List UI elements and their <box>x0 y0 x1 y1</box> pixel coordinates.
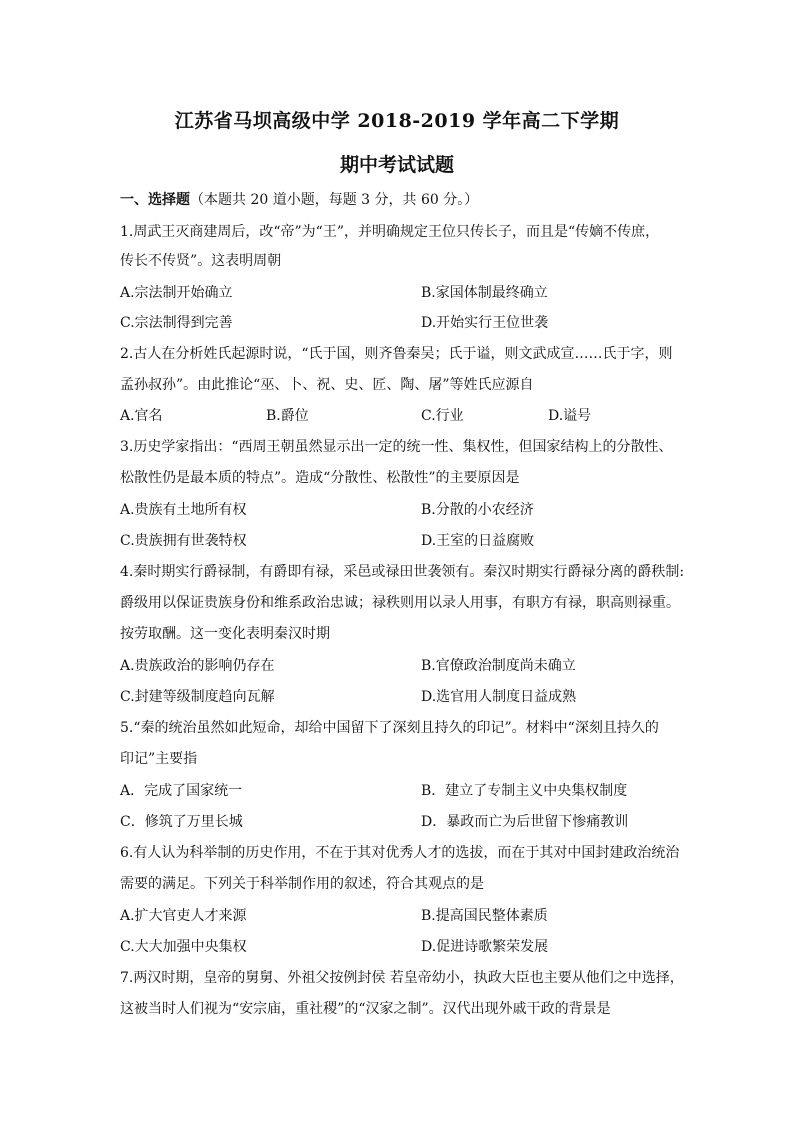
question-2-option-b: B.爵位 <box>266 408 309 424</box>
question-2-stem-line-2: 孟孙叔孙”。由此推论“巫、卜、祝、史、匠、陶、屠”等姓氏应源自 <box>120 377 534 393</box>
question-4-stem-line-2: 爵级用以保证贵族身份和维系政治忠诚；禄秩则用以录人用事，有职方有禄，职高则禄重。 <box>120 595 680 611</box>
question-3-stem-line-1: 3.历史学家指出：“西周王朝虽然显示出一定的统一性、集权性，但国家结构上的分散性、 <box>120 439 673 455</box>
question-2-option-c: C.行业 <box>421 408 464 424</box>
question-6-option-a: A.扩大官吏人才来源 <box>120 908 247 924</box>
section-note: （本题共 20 道小题，每题 3 分，共 60 分。） <box>190 192 479 208</box>
question-3-option-c: C.贵族拥有世袭特权 <box>120 533 247 549</box>
question-5-stem-line-1: 5.“秦的统治虽然如此短命，却给中国留下了深刻且持久的印记”。材料中“深刻且持久的 <box>120 720 659 736</box>
section-header <box>120 189 478 209</box>
question-3-option-d: D.王室的日益腐败 <box>421 533 535 549</box>
section-heading: 一、选择题 <box>120 192 190 208</box>
question-6-option-d: D.促进诗歌繁荣发展 <box>421 939 549 955</box>
question-6-option-c: C.大大加强中央集权 <box>120 939 247 955</box>
question-3-option-a: A.贵族有土地所有权 <box>120 502 247 518</box>
question-1-stem-line-1: 1.周武王灭商建周后，改“帝”为“王”，并明确规定王位只传长子，而且是“传嫡不传庶， <box>120 224 660 240</box>
question-4-stem-line-3: 按劳取酬。这一变化表明秦汉时期 <box>120 626 330 642</box>
question-5-option-a: A．完成了国家统一 <box>120 783 243 799</box>
question-2-option-a: A.官名 <box>120 408 163 424</box>
question-4-option-d: D.选官用人制度日益成熟 <box>421 689 577 705</box>
question-6-option-b: B.提高国民整体素质 <box>421 908 548 924</box>
exam-title: 江苏省马坝高级中学 2018-2019 学年高二下学期 <box>174 110 620 132</box>
question-3-stem-line-2: 松散性仍是最本质的特点”。造成“分散性、松散性”的主要原因是 <box>120 470 520 486</box>
question-1-option-b: B.家国体制最终确立 <box>421 285 548 301</box>
question-4-option-b: B.官僚政治制度尚未确立 <box>421 658 576 674</box>
question-6-stem-line-1: 6.有人认为科举制的历史作用，不在于其对优秀人才的选拔，而在于其对中国封建政治统治 <box>120 845 680 861</box>
question-1-option-a: A.宗法制开始确立 <box>120 285 233 301</box>
question-5-option-b: B．建立了专制主义中央集权制度 <box>421 783 628 799</box>
question-2-option-d: D.谥号 <box>548 408 592 424</box>
exam-subtitle: 期中考试试题 <box>339 154 454 176</box>
question-5-stem-line-2: 印记”主要指 <box>120 751 198 767</box>
question-3-option-b: B.分散的小农经济 <box>421 502 534 518</box>
question-5-option-c: C．修筑了万里长城 <box>120 814 243 830</box>
question-1-option-d: D.开始实行王位世袭 <box>421 315 549 331</box>
question-1-stem-line-2: 传长不传贤”。这表明周朝 <box>120 253 282 269</box>
question-4-option-c: C.封建等级制度趋向瓦解 <box>120 689 275 705</box>
question-6-stem-line-2: 需要的满足。下列关于科举制作用的叙述，符合其观点的是 <box>120 876 484 892</box>
question-4-stem-line-1: 4.秦时期实行爵禄制，有爵即有禄，采邑或禄田世袭领有。秦汉时期实行爵禄分离的爵秩制: <box>120 564 685 580</box>
question-4-option-a: A.贵族政治的影响仍存在 <box>120 658 275 674</box>
question-7-stem-line-2: 这被当时人们视为“安宗庙，重社稷”的“汉家之制”。汉代出现外戚干政的背景是 <box>120 1001 611 1017</box>
question-1-option-c: C.宗法制得到完善 <box>120 315 233 331</box>
question-7-stem-line-1: 7.两汉时期，皇帝的舅舅、外祖父按例封侯 若皇帝幼小，执政大臣也主要从他们之中选择， <box>120 970 684 986</box>
question-5-option-d: D．暴政而亡为后世留下惨痛教训 <box>421 814 629 830</box>
question-2-stem-line-1: 2.古人在分析姓氏起源时说，“氏于国，则齐鲁秦吴；氏于谥，则文武成宣……氏于字，则 <box>120 346 673 362</box>
